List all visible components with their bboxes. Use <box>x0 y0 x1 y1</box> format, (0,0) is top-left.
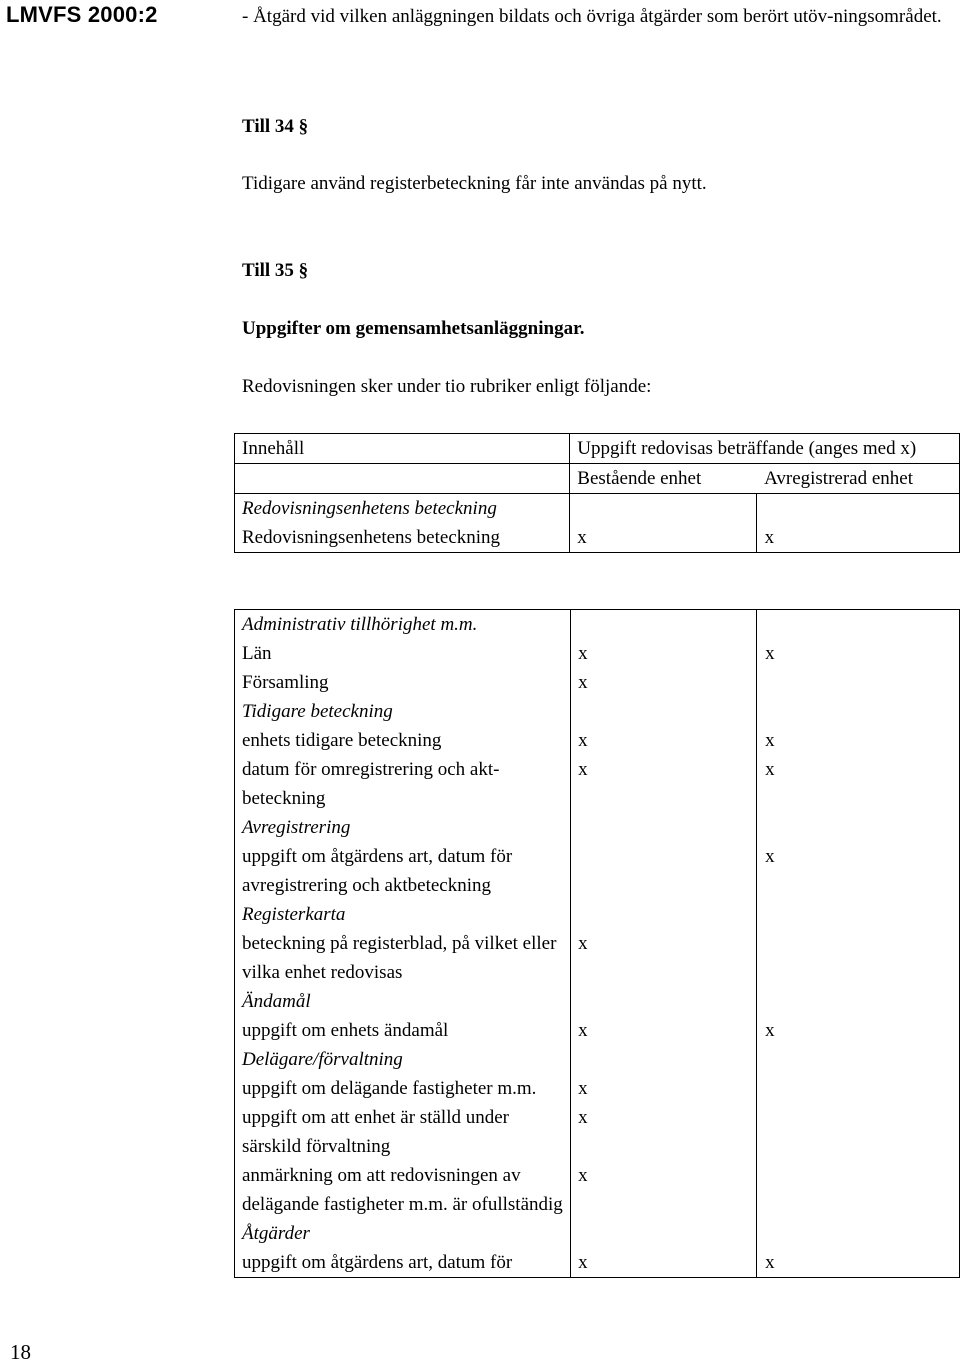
section-text-34: Tidigare använd registerbeteckning får inte användas på nytt. <box>242 173 707 194</box>
row-label: Län <box>235 639 571 668</box>
row-label: uppgift om delägande fastigheter m.m. <box>235 1074 571 1103</box>
row-mark-existing <box>570 494 756 524</box>
row-mark-deregistered: x <box>757 1016 960 1045</box>
row-label: Avregistrering <box>235 813 571 842</box>
page-number: 18 <box>10 1340 31 1364</box>
row-mark-existing: x <box>571 1074 757 1103</box>
row-mark-deregistered <box>757 1074 960 1103</box>
header-deregistered-unit: Avregistrerad enhet <box>756 464 959 494</box>
header-empty-cell <box>235 464 570 494</box>
row-mark-deregistered: x <box>757 755 960 813</box>
row-mark-deregistered <box>757 1219 960 1248</box>
row-mark-existing: x <box>571 639 757 668</box>
row-mark-existing: x <box>571 1016 757 1045</box>
row-mark-existing: x <box>571 726 757 755</box>
table-row <box>235 1161 960 1219</box>
row-mark-existing: x <box>571 929 757 987</box>
row-mark-existing: x <box>571 668 757 697</box>
row-mark-deregistered <box>757 610 960 640</box>
row-mark-existing <box>571 900 757 929</box>
row-mark-existing <box>571 813 757 842</box>
table-row <box>235 494 960 524</box>
row-mark-existing <box>571 610 757 640</box>
row-label: Redovisningsenhetens beteckning <box>235 494 570 524</box>
row-label: beteckning på registerblad, på vilket eller vilka enhet redovisas <box>235 929 571 987</box>
row-label: enhets tidigare beteckning <box>235 726 571 755</box>
row-label: uppgift om åtgärdens art, datum för <box>235 1248 571 1278</box>
table-row <box>235 813 960 842</box>
table-row <box>235 1103 960 1161</box>
row-label: uppgift om åtgärdens art, datum för avregistrering och aktbeteckning <box>235 842 571 900</box>
row-mark-deregistered <box>757 1161 960 1219</box>
row-mark-deregistered <box>757 697 960 726</box>
table-row <box>235 842 960 900</box>
row-label: Ändamål <box>235 987 571 1016</box>
row-label: uppgift om att enhet är ställd under särskild förvaltning <box>235 1103 571 1161</box>
table-row <box>235 755 960 813</box>
row-mark-deregistered <box>757 1103 960 1161</box>
row-label: anmärkning om att redovisningen av delägande fastigheter m.m. är ofullständig <box>235 1161 571 1219</box>
content-table-header <box>234 433 960 553</box>
table-row <box>235 1045 960 1074</box>
row-mark-existing <box>571 1219 757 1248</box>
row-mark-existing: x <box>571 1103 757 1161</box>
header-content-label: Innehåll <box>235 434 570 464</box>
document-id: LMVFS 2000:2 <box>6 2 158 27</box>
row-mark-deregistered <box>757 900 960 929</box>
table-row <box>235 610 960 640</box>
table-row <box>235 1219 960 1248</box>
header-existing-unit: Bestående enhet <box>570 464 756 494</box>
row-mark-deregistered <box>757 929 960 987</box>
row-mark-deregistered: x <box>757 639 960 668</box>
table-row <box>235 900 960 929</box>
row-label: Delägare/förvaltning <box>235 1045 571 1074</box>
section-text-35: Redovisningen sker under tio rubriker enligt följande: <box>242 376 652 397</box>
row-mark-deregistered <box>757 1045 960 1074</box>
row-label: Administrativ tillhörighet m.m. <box>235 610 571 640</box>
row-mark-deregistered: x <box>757 1248 960 1278</box>
row-mark-deregistered: x <box>757 726 960 755</box>
table-row <box>235 929 960 987</box>
row-label: Registerkarta <box>235 900 571 929</box>
table-row <box>235 726 960 755</box>
table-row <box>235 668 960 697</box>
table-row <box>235 1016 960 1045</box>
table-row <box>235 1248 960 1278</box>
row-mark-existing <box>571 842 757 900</box>
section-subheading-35: Uppgifter om gemensamhetsanläggningar. <box>242 318 585 339</box>
section-heading-35: Till 35 § <box>242 260 309 281</box>
row-mark-deregistered <box>757 987 960 1016</box>
row-label: uppgift om enhets ändamål <box>235 1016 571 1045</box>
table-row <box>235 523 960 553</box>
section-heading-34: Till 34 § <box>242 116 309 137</box>
row-mark-deregistered <box>757 813 960 842</box>
row-mark-existing: x <box>570 523 756 553</box>
row-mark-deregistered <box>757 668 960 697</box>
row-label: datum för omregistrering och akt-beteckning <box>235 755 571 813</box>
table-row <box>235 987 960 1016</box>
table-row <box>235 697 960 726</box>
row-mark-deregistered: x <box>756 523 959 553</box>
row-label: Församling <box>235 668 571 697</box>
row-mark-existing: x <box>571 755 757 813</box>
row-mark-existing: x <box>571 1161 757 1219</box>
row-mark-deregistered <box>756 494 959 524</box>
row-mark-existing <box>571 1045 757 1074</box>
row-mark-existing <box>571 987 757 1016</box>
row-label: Åtgärder <box>235 1219 571 1248</box>
row-label: Redovisningsenhetens beteckning <box>235 523 570 553</box>
lead-text: - Åtgärd vid vilken anläggningen bildats och övriga åtgärder som berört utöv-ningsområdet. <box>242 6 942 27</box>
content-table-main <box>234 609 960 1278</box>
row-label: Tidigare beteckning <box>235 697 571 726</box>
row-mark-existing: x <box>571 1248 757 1278</box>
header-reporting-label: Uppgift redovisas beträffande (anges med x) <box>570 434 960 464</box>
row-mark-existing <box>571 697 757 726</box>
table-row <box>235 639 960 668</box>
table-row <box>235 1074 960 1103</box>
row-mark-deregistered: x <box>757 842 960 900</box>
